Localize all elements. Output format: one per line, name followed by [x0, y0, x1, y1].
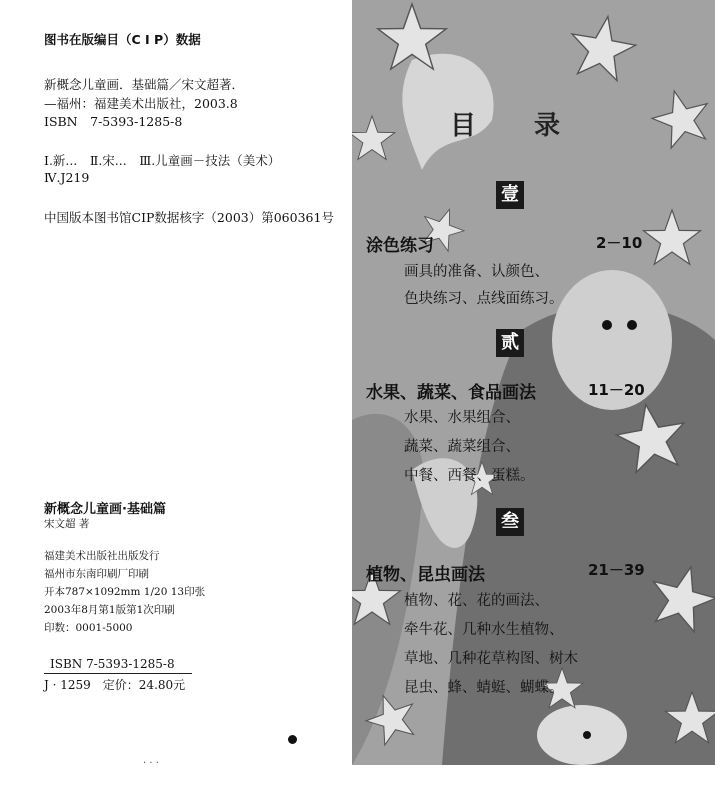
section-item: 中餐、西餐、蛋糕。: [404, 468, 535, 484]
book-title: 新概念儿童画·基础篇: [44, 502, 166, 517]
cip-title: 图书在版编目（C I P）数据: [44, 32, 201, 47]
printer-line: 福州市东南印刷厂印刷: [44, 568, 149, 580]
section-number-badge: 贰: [496, 329, 524, 357]
ink-dot: [288, 735, 297, 744]
isbn-price-box: [44, 657, 192, 693]
section-item: 蔬菜、蔬菜组合、: [404, 439, 520, 455]
section-item: 水果、水果组合、: [404, 410, 520, 426]
section-title: 涂色练习: [366, 236, 434, 256]
section-number-badge: 壹: [496, 181, 524, 209]
section-pages: 21－39: [588, 561, 645, 579]
cip-line: 新概念儿童画．基础篇／宋文超著．: [44, 77, 245, 92]
ink-specks: · · ·: [143, 758, 159, 769]
section-number-badge: 叁: [496, 508, 524, 536]
section-item: 色块练习、点线面练习。: [404, 291, 564, 307]
edition-line: 2003年8月第1版第1次印刷: [44, 604, 175, 616]
cip-line: Ⅳ.J219: [44, 170, 90, 185]
cip-line: ISBN 7-5393-1285-8: [44, 114, 183, 129]
section-title: 水果、蔬菜、食品画法: [366, 383, 536, 403]
print-run-line: 印数：0001-5000: [44, 622, 133, 634]
cip-line: —福州：福建美术出版社，2003.8: [44, 96, 238, 111]
copyright-page: [0, 0, 352, 811]
toc-heading: 目录: [450, 111, 619, 141]
author-line: 宋文超 著: [44, 518, 90, 530]
section-pages: 11－20: [588, 381, 645, 399]
price-line: J · 1259 定价：24.80元: [44, 678, 186, 692]
format-line: 开本787×1092mm 1/20 13印张: [44, 586, 206, 598]
section-item: 画具的准备、认颜色、: [404, 264, 549, 280]
cip-line: Ⅰ.新... Ⅱ.宋... Ⅲ.儿童画－技法（美术）: [44, 153, 281, 168]
section-item: 植物、花、花的画法、: [404, 593, 549, 609]
section-item: 草地、几种花草构图、树木: [404, 651, 578, 667]
table-of-contents-page: [352, 0, 715, 811]
toc-background: [352, 0, 715, 765]
section-item: 昆虫、蜂、蜻蜓、蝴蝶。: [404, 680, 564, 696]
isbn-divider: [44, 673, 192, 674]
cip-line: 中国版本图书馆CIP数据核字（2003）第060361号: [44, 210, 334, 225]
section-pages: 2－10: [596, 234, 643, 252]
isbn-number: ISBN 7-5393-1285-8: [50, 657, 175, 671]
section-title: 植物、昆虫画法: [366, 565, 485, 585]
publisher-line: 福建美术出版社出版发行: [44, 550, 160, 562]
section-item: 牵牛花、几种水生植物、: [404, 622, 564, 638]
